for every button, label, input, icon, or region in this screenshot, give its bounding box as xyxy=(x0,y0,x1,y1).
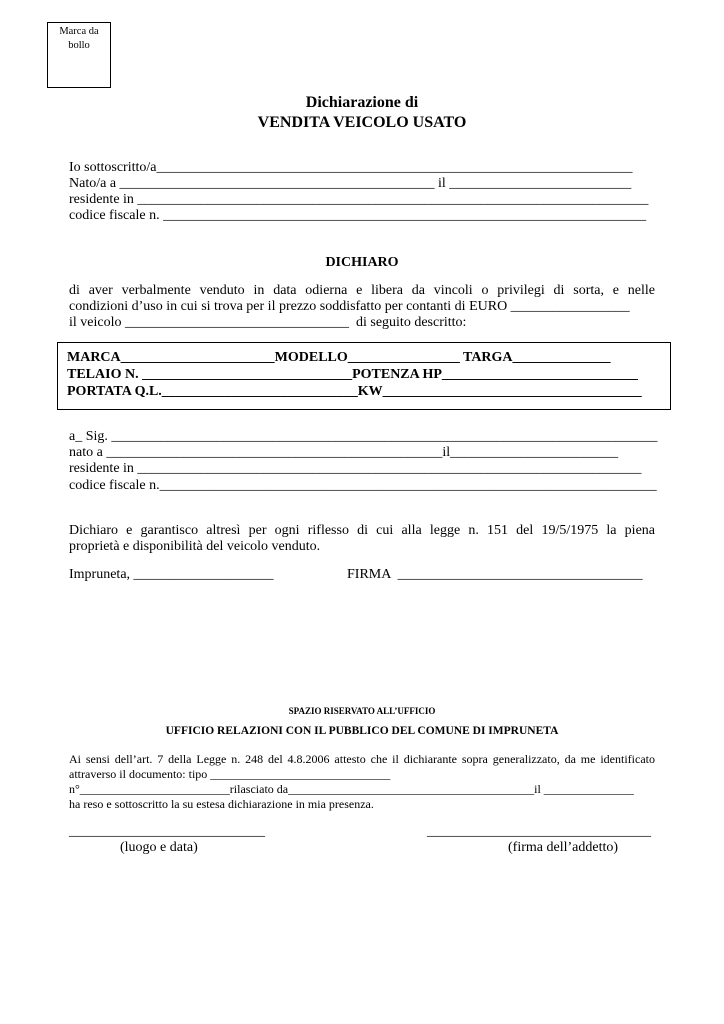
office-document-type-line[interactable]: attraverso il documento: tipo ______________________________ xyxy=(69,767,391,781)
stamp-box xyxy=(47,22,111,88)
office-reserved-label: SPAZIO RISERVATO ALL’UFFICIO xyxy=(288,706,436,716)
office-attestation-line4: ha reso e sottoscritto la su estesa dichiarazione in mia presenza. xyxy=(69,797,374,811)
seller-name-line[interactable]: Io sottoscritto/a____________________________________________________________________ xyxy=(69,160,633,175)
seller-birth-line[interactable]: Nato/a a _____________________________________________ il __________________________ xyxy=(69,176,632,191)
signature-field[interactable]: FIRMA ___________________________________ xyxy=(347,567,643,582)
buyer-residence-line[interactable]: residente in ________________________________________________________________________ xyxy=(69,461,642,476)
declaration-line2[interactable]: condizioni d’uso in cui si trova per il prezzo soddisfatto per contanti di EURO _________________ xyxy=(69,299,630,314)
office-document-number-line[interactable]: n°_________________________rilasciato da_________________________________________il _______________ xyxy=(69,782,634,796)
vehicle-capacity-kw-line[interactable]: PORTATA Q.L.____________________________KW_____________________________________ xyxy=(67,384,642,399)
buyer-name-line[interactable]: a_ Sig. ______________________________________________________________________________ xyxy=(69,429,658,444)
seller-residence-line[interactable]: residente in _________________________________________________________________________ xyxy=(69,192,649,207)
buyer-birth-line[interactable]: nato a ________________________________________________il________________________ xyxy=(69,445,619,460)
stamp-label: Marca da bollo xyxy=(59,26,99,51)
declare-heading: DICHIARO xyxy=(325,255,399,270)
seller-tax-code-line[interactable]: codice fiscale n. _____________________________________________________________________ xyxy=(69,208,647,223)
office-attestation-line1: Ai sensi dell’art. 7 della Legge n. 248 del 4.8.2006 attesto che il dichiarante sopra generalizzato, da me identificato xyxy=(69,752,655,766)
officer-signature-caption: (firma dell’addetto) xyxy=(508,840,619,855)
place-date-caption: (luogo e data) xyxy=(120,840,198,855)
document-title-line2: VENDITA VEICOLO USATO xyxy=(257,114,467,131)
office-title: UFFICIO RELAZIONI CON IL PUBBLICO DEL COMUNE DI IMPRUNETA xyxy=(165,725,559,737)
guarantee-line2: proprietà e disponibilità del veicolo venduto. xyxy=(69,539,321,554)
buyer-tax-code-line[interactable]: codice fiscale n._______________________________________________________________________ xyxy=(69,478,657,493)
place-date-blank[interactable]: ____________________________ xyxy=(69,824,265,839)
officer-signature-blank[interactable]: ________________________________ xyxy=(427,824,651,839)
declaration-line1: di aver verbalmente venduto in data odierna e libera da vincoli o privilegi di sorta, e nelle xyxy=(69,283,655,298)
vehicle-chassis-power-line[interactable]: TELAIO N. ______________________________POTENZA HP____________________________ xyxy=(67,367,638,382)
place-date-field[interactable]: Impruneta, ____________________ xyxy=(69,567,274,582)
vehicle-make-model-plate-line[interactable]: MARCA______________________MODELLO________________ TARGA______________ xyxy=(67,350,611,365)
guarantee-line1: Dichiaro e garantisco altresì per ogni riflesso di cui alla legge n. 151 del 19/5/1975 la piena xyxy=(69,523,655,538)
document-title-line1: Dichiarazione di xyxy=(305,94,419,111)
declaration-line3[interactable]: il veicolo ________________________________ di seguito descritto: xyxy=(69,315,467,330)
